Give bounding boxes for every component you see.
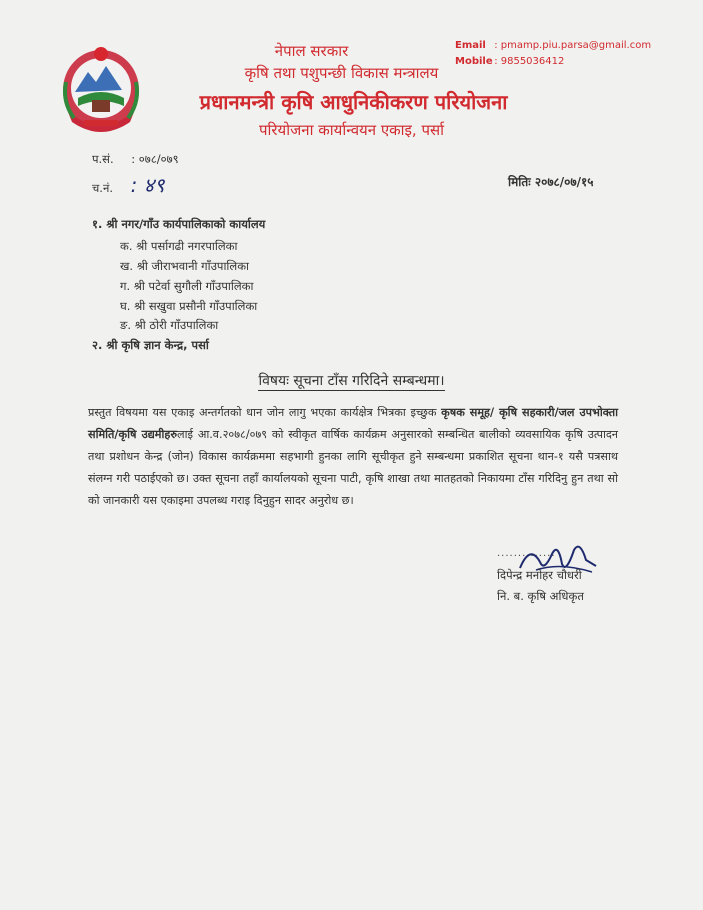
header-ministry: कृषि तथा पशुपन्छी विकास मन्त्रालय [244, 64, 439, 82]
subject-line [0, 371, 703, 390]
recipient-sub-5: ङ. श्री ठोरी गाँउपालिका [120, 318, 219, 332]
recipient-sub-1: क. श्री पर्सागढी नगरपालिका [120, 239, 238, 253]
signatory-name: दिपेन्द्र मनोहर चौधरी [497, 568, 582, 582]
mobile-label: Mobile [455, 56, 493, 67]
recipient-sub-2: ख. श्री जीराभवानी गाँउपालिका [120, 259, 250, 273]
body-bold: कृषक समूह/ कृषि सहकारी/जल उपभोक्ता समिति/कृषि उद्यमीहरु [88, 406, 618, 441]
reference-cn [92, 171, 165, 198]
letter-body [88, 402, 618, 512]
reference-ps [92, 152, 179, 167]
header-government: नेपाल सरकार [274, 42, 349, 60]
header-project: प्रधानमन्त्री कृषि आधुनिकीकरण परियोजना [199, 90, 508, 114]
email-row [455, 38, 651, 54]
recipient-item-2: २. श्री कृषि ज्ञान केन्द्र, पर्सा [92, 338, 209, 352]
email-label: Email [455, 40, 486, 51]
recipient-sub-4: घ. श्री सखुवा प्रसौनी गाँउपालिका [120, 299, 258, 313]
signatory-post: नि. ब. कृषि अधिकृत [497, 589, 584, 603]
mobile-row [455, 54, 651, 70]
recipient-item-1: १. श्री नगर/गाँउ कार्यपालिकाको कार्यालय [92, 217, 266, 231]
recipient-sub-3: ग. श्री पटेर्वा सुगौली गाँउपालिका [120, 279, 254, 293]
cn-label: च.नं. [92, 181, 113, 195]
contact-block [455, 38, 651, 70]
ps-label: प.सं. [92, 152, 114, 166]
signature-dots: .............. [497, 548, 556, 559]
cn-value: : ४९ [130, 173, 165, 197]
subject-text: विषयः सूचना टाँस गरिदिने सम्बन्धमा। [258, 373, 445, 389]
header-unit: परियोजना कार्यान्वयन एकाइ, पर्सा [259, 121, 444, 139]
letter-date: मितिः २०७८/०७/१५ [508, 175, 594, 189]
body-part-2: लाई आ.व.२०७८/०७९ को स्वीकृत वार्षिक कार्यक्रम अनुसारको सम्बन्धित बालीको व्यवसायिक कृषि उत्पादन तथा प्रशोधन केन्द्र (जोन) विकास कार्यक्रममा सहभागी हुनका लागि सूचीकृत हुने सम्बन्धमा प्रकाशित सूचना थान-१ यसै पत्रसाथ संलग्न गरी पठाईएको छ। उक्त सूचना तहाँ कार्यालयको सूचना पाटी, कृषि शाखा तथा मातहतको निकायमा टाँस गरिदिनु हुन तथा सो को जानकारी यस एकाइमा उपलब्ध गराइ दिनुहुन सादर अनुरोध छ। [88, 428, 618, 507]
body-part-1: प्रस्तुत विषयमा यस एकाइ अन्तर्गतको धान जोन लागु भएका कार्यक्षेत्र भित्रका इच्छुक [88, 406, 442, 419]
ps-value: : ०७८/०७९ [131, 152, 179, 166]
email-value: : pmamp.piu.parsa@gmail.com [494, 40, 652, 51]
mobile-value: : 9855036412 [494, 56, 565, 67]
